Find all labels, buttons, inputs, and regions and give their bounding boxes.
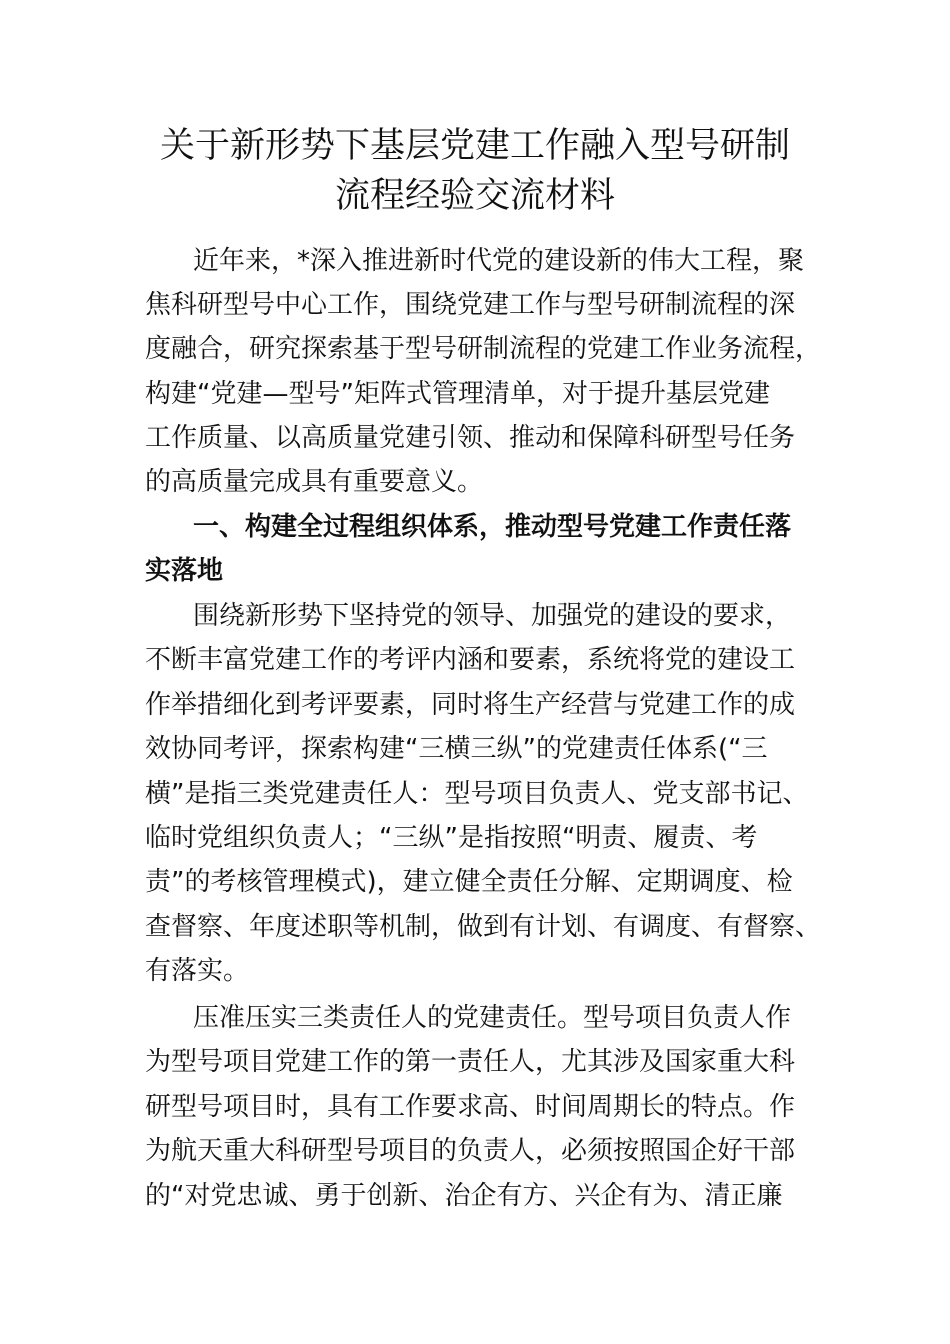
paragraph-3-line-3: 研型号项目时，具有工作要求高、时间周期长的特点。作 [145, 1092, 796, 1122]
paragraph-2-line-9: 有落实。 [145, 956, 250, 986]
paragraph-3-line-5: 的“对党忠诚、勇于创新、治企有方、兴企有为、清正廉 [145, 1181, 783, 1211]
paragraph-3-line-2: 为型号项目党建工作的第一责任人，尤其涉及国家重大科 [145, 1047, 796, 1077]
paragraph-1-line-1: 近年来，*深入推进新时代党的建设新的伟大工程，聚 [193, 246, 805, 276]
paragraph-3-line-4: 为航天重大科研型号项目的负责人，必须按照国企好干部 [145, 1136, 796, 1166]
section-heading-line-1: 一、构建全过程组织体系，推动型号党建工作责任落 [193, 512, 792, 542]
document-title-line-2: 流程经验交流材料 [334, 176, 615, 216]
paragraph-2-line-4: 效协同考评，探索构建“三横三纵”的党建责任体系(“三 [145, 734, 768, 764]
paragraph-1-line-3: 度融合，研究探索基于型号研制流程的党建工作业务流程， [145, 334, 822, 364]
document-title-line-1: 关于新形势下基层党建工作融入型号研制 [159, 126, 790, 166]
section-heading-line-2: 实落地 [145, 556, 224, 586]
paragraph-2-line-2: 不断丰富党建工作的考评内涵和要素，系统将党的建设工 [145, 645, 796, 675]
paragraph-2-line-5: 横”是指三类党建责任人：型号项目负责人、党支部书记、 [145, 779, 809, 809]
paragraph-2-line-1: 围绕新形势下坚持党的领导、加强党的建设的要求， [193, 601, 792, 631]
paragraph-2-line-3: 作举措细化到考评要素，同时将生产经营与党建工作的成 [145, 690, 796, 720]
paragraph-3-line-1: 压准压实三类责任人的党建责任。型号项目负责人作 [193, 1003, 792, 1033]
paragraph-1-line-5: 工作质量、以高质量党建引领、推动和保障科研型号任务 [145, 423, 796, 453]
paragraph-2-line-6: 临时党组织负责人；“三纵”是指按照“明责、履责、考 [145, 823, 758, 853]
paragraph-1-line-2: 焦科研型号中心工作，围绕党建工作与型号研制流程的深 [145, 290, 796, 320]
paragraph-2-line-8: 查督察、年度述职等机制，做到有计划、有调度、有督察、 [145, 912, 822, 942]
paragraph-1-line-6: 的高质量完成具有重要意义。 [145, 467, 484, 497]
paragraph-2-line-7: 责”的考核管理模式)，建立健全责任分解、定期调度、检 [145, 867, 793, 897]
paragraph-1-line-4: 构建“党建—型号”矩阵式管理清单，对于提升基层党建 [145, 379, 770, 409]
